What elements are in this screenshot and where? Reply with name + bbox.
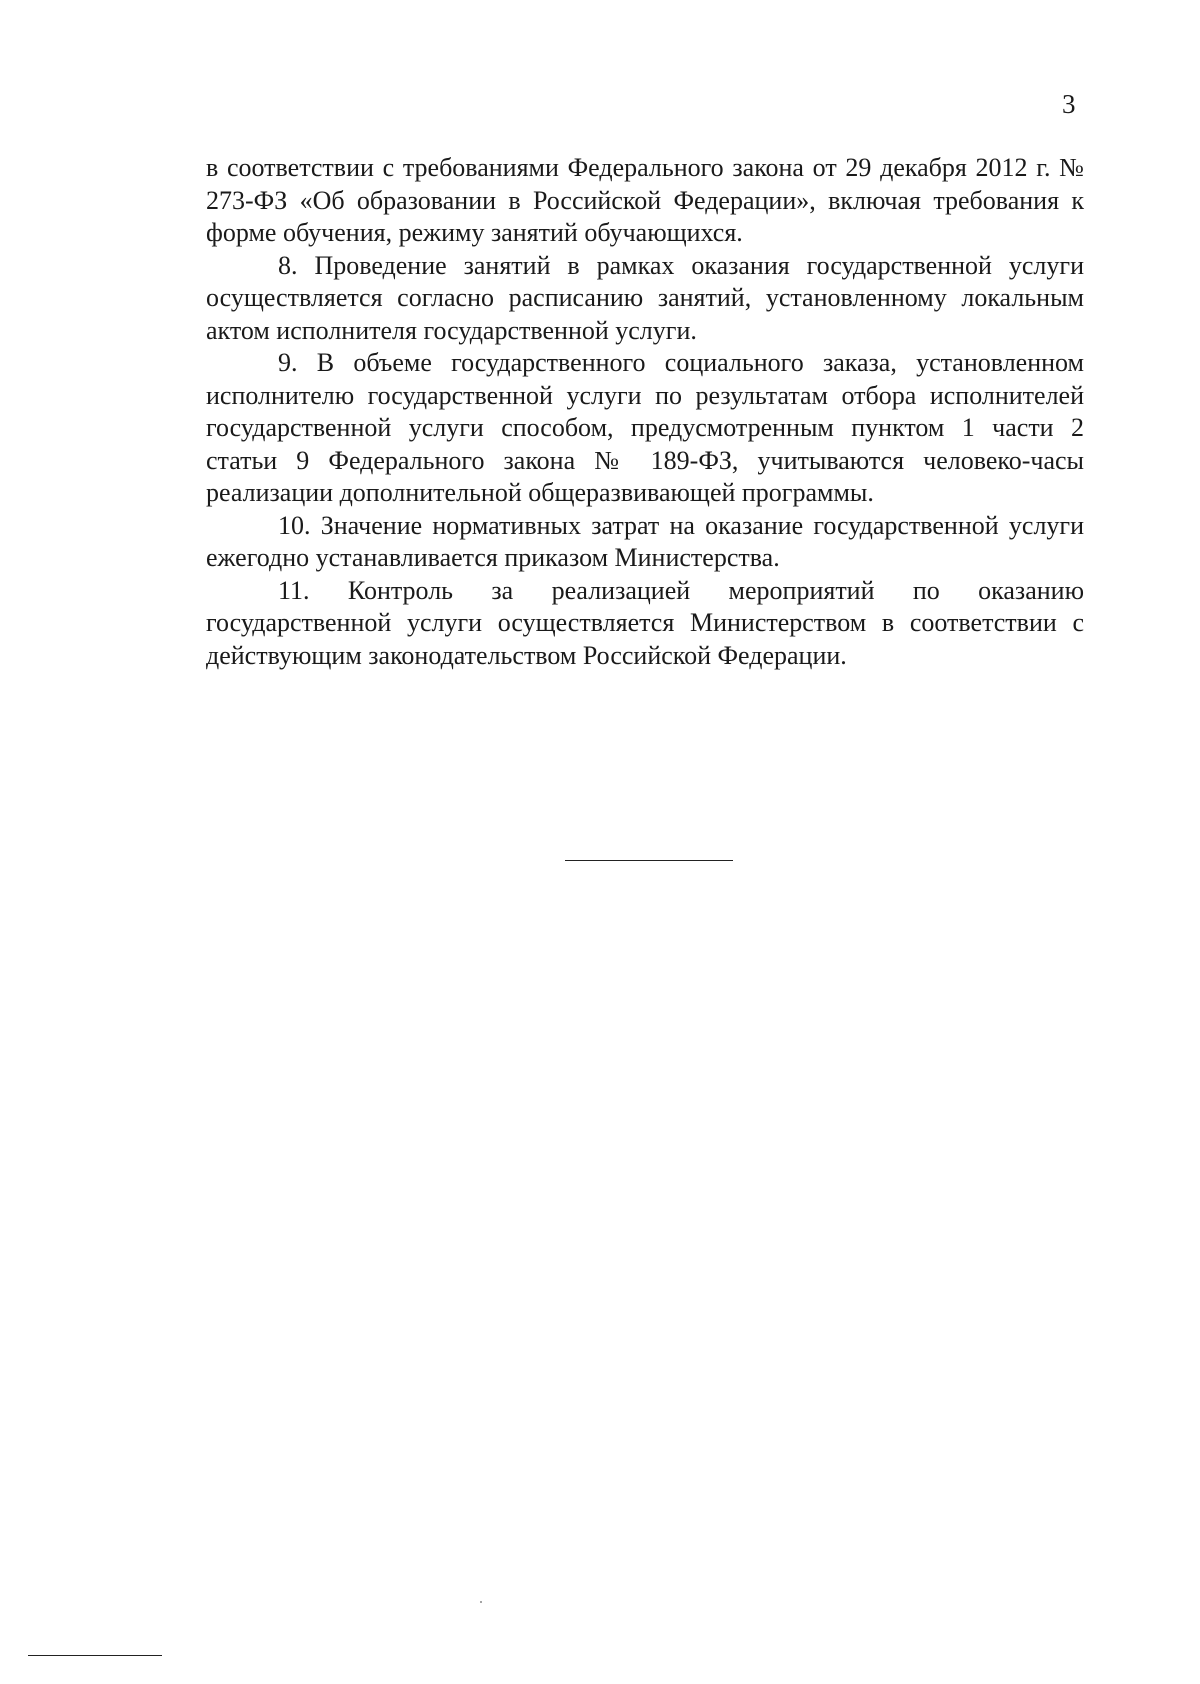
paragraph-item-9: 9. В объеме государственного социального заказа, установленном исполнителю государственной услуги по результатам отбора исполнителей государственной услуги способом, предусмотренным пунктом 1 части 2 статьи 9 Федерального закона № 189-ФЗ, учитываются человеко-часы реализации дополнительной общеразвивающей программы.: [206, 348, 1084, 507]
end-separator-line: [565, 860, 733, 861]
paragraph-continuation: в соответствии с требованиями Федерального закона от 29 декабря 2012 г. № 273-ФЗ «Об образовании в Российской Федерации», включая требования к форме обучения, режиму занятий обучающихся.: [206, 153, 1084, 247]
scan-speck: [480, 1601, 482, 1603]
page-number: 3: [1062, 89, 1076, 119]
paragraph-item-8: 8. Проведение занятий в рамках оказания государственной услуги осуществляется согласно расписанию занятий, установленному локальным актом исполнителя государственной услуги.: [206, 250, 1084, 345]
document-body: [206, 152, 1084, 672]
footer-rule: [28, 1655, 162, 1656]
paragraph-item-10: 10. Значение нормативных затрат на оказание государственной услуги ежегодно устанавливается приказом Министерства.: [206, 510, 1084, 572]
paragraph-item-11: 11. Контроль за реализацией мероприятий по оказанию государственной услуги осуществляется Министерством в соответствии с действующим законодательством Российской Федерации.: [206, 575, 1084, 670]
